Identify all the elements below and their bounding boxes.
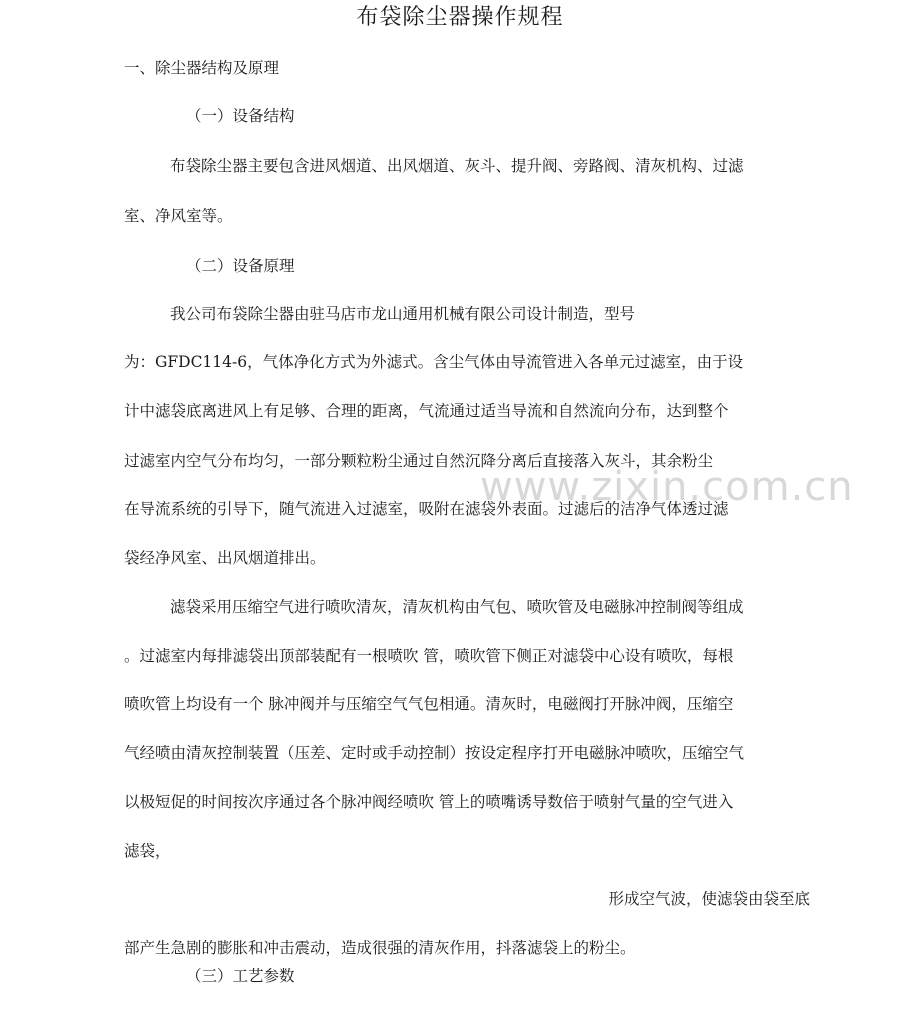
paragraph-line: 室、净风室等。 (124, 207, 233, 225)
paragraph-line: 计中滤袋底离进风上有足够、合理的距离，气流通过适当导流和自然流向分布，达到整个 (124, 402, 729, 420)
section-heading-1: 一、除尘器结构及原理 (124, 59, 280, 77)
paragraph-line: 布袋除尘器主要包含进风烟道、出风烟道、灰斗、提升阀、旁路阀、清灰机构、过滤 (170, 157, 744, 175)
paragraph-line: 在导流系统的引导下，随气流进入过滤室，吸附在滤袋外表面。过滤后的洁净气体透过滤 (124, 500, 729, 518)
paragraph-line: 形成空气波，使滤袋由袋至底 (608, 890, 810, 908)
subsection-heading-structure: （一）设备结构 (186, 107, 295, 125)
paragraph-line: 为：GFDC114-6，气体净化方式为外滤式。含尘气体由导流管进入各单元过滤室，由于设 (124, 353, 744, 371)
paragraph-line: 过滤室内空气分布均匀，一部分颗粒粉尘通过自然沉降分离后直接落入灰斗，其余粉尘 (124, 452, 714, 470)
paragraph-line: 我公司布袋除尘器由驻马店市龙山通用机械有限公司设计制造，型号 (170, 305, 636, 323)
paragraph-line: 以极短促的时间按次序通过各个脉冲阀经喷吹 管上的喷嘴诱导数倍于喷射气量的空气进入 (124, 793, 734, 811)
paragraph-line: 气经喷由清灰控制装置（压差、定时或手动控制）按设定程序打开电磁脉冲喷吹，压缩空气 (124, 744, 745, 762)
subsection-heading-principle: （二）设备原理 (186, 257, 295, 275)
watermark: www.zixin.com.cn (480, 464, 854, 510)
paragraph-line: 袋经净风室、出风烟道排出。 (124, 549, 326, 567)
paragraph-line: 。过滤室内每排滤袋出顶部装配有一根喷吹 管，喷吹管下侧正对滤袋中心设有喷吹，每根 (124, 647, 734, 665)
paragraph-line: 滤袋， (124, 842, 171, 860)
page-title: 布袋除尘器操作规程 (356, 5, 564, 30)
subsection-heading-parameters: （三）工艺参数 (186, 967, 295, 985)
paragraph-line: 喷吹管上均设有一个 脉冲阀并与压缩空气气包相通。清灰时，电磁阀打开脉冲阀，压缩空 (124, 695, 734, 713)
paragraph-line: 部产生急剧的膨胀和冲击震动，造成很强的清灰作用，抖落滤袋上的粉尘。 (124, 939, 636, 957)
paragraph-line: 滤袋采用压缩空气进行喷吹清灰，清灰机构由气包、喷吹管及电磁脉冲控制阀等组成 (170, 598, 744, 616)
